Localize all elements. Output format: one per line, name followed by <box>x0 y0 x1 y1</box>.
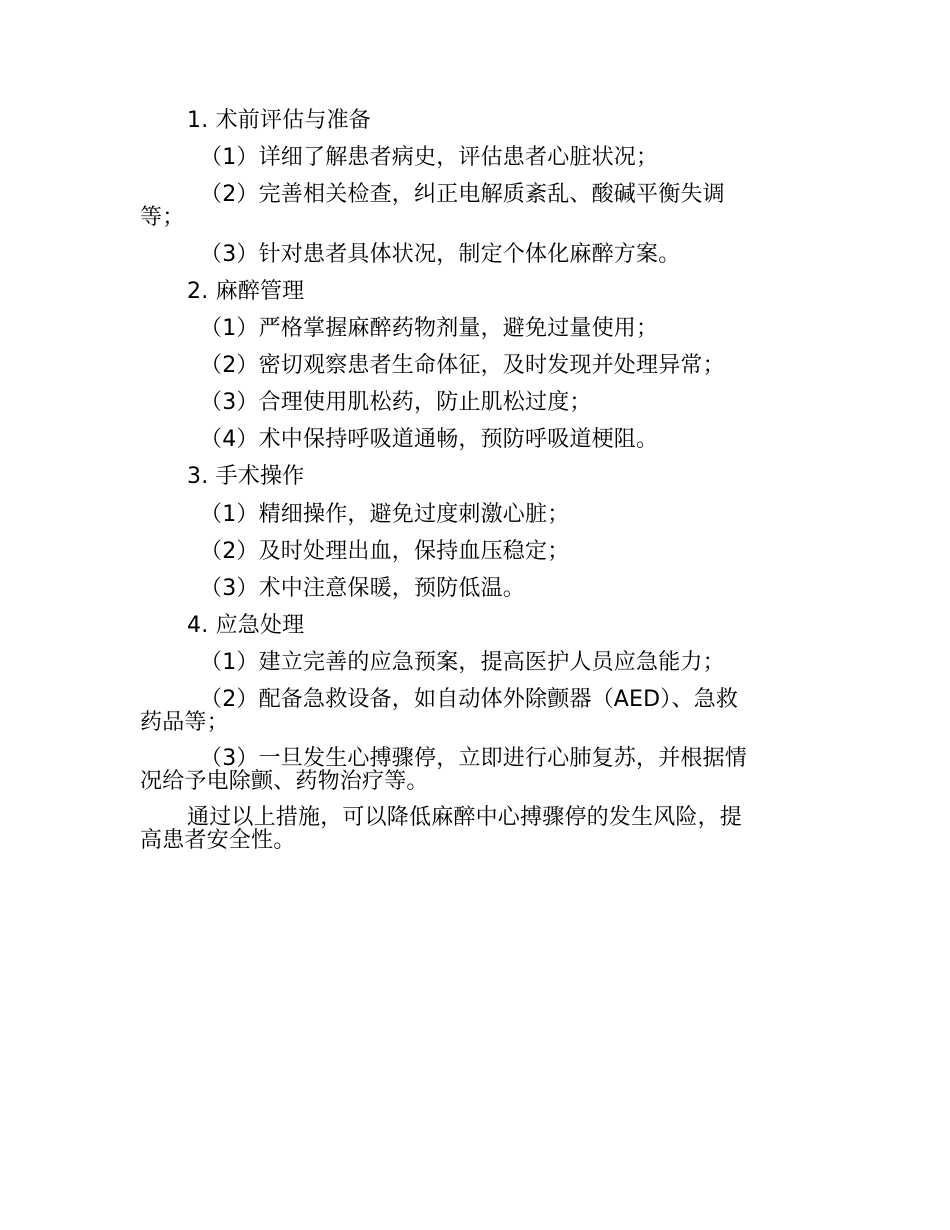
section-4-heading: 4. 应急处理 <box>187 613 305 638</box>
section-4-item-3-continued: 况给予电除颤、药物治疗等。 <box>140 769 429 794</box>
section-1-item-3: （3）针对患者具体状况，制定个体化麻醉方案。 <box>200 242 681 267</box>
section-3-heading: 3. 手术操作 <box>187 464 305 489</box>
section-2-item-3: （3）合理使用肌松药，防止肌松过度； <box>200 390 592 415</box>
section-2-item-1: （1）严格掌握麻醉药物剂量，避免过量使用； <box>200 316 659 341</box>
section-2-item-4: （4）术中保持呼吸道通畅，预防呼吸道梗阻。 <box>200 427 659 452</box>
section-1-heading: 1. 术前评估与准备 <box>187 108 371 133</box>
section-3-item-2: （2）及时处理出血，保持血压稳定； <box>200 539 570 564</box>
section-4-item-1: （1）建立完善的应急预案，提高医护人员应急能力； <box>200 650 725 675</box>
section-1-item-2-continued: 等； <box>140 205 185 230</box>
conclusion-paragraph-continued: 高患者安全性。 <box>140 828 296 853</box>
section-4-item-2-continued: 药品等； <box>140 710 229 735</box>
section-3-item-3: （3）术中注意保暖，预防低温。 <box>200 576 525 601</box>
section-1-item-1: （1）详细了解患者病史，评估患者心脏状况； <box>200 145 659 170</box>
conclusion-paragraph: 通过以上措施，可以降低麻醉中心搏骤停的发生风险，提 <box>187 805 743 830</box>
section-2-heading: 2. 麻醉管理 <box>187 279 305 304</box>
section-1-item-2: （2）完善相关检查，纠正电解质紊乱、酸碱平衡失调 <box>200 182 725 207</box>
section-2-item-2: （2）密切观察患者生命体征，及时发现并处理异常； <box>200 353 725 378</box>
section-4-item-2: （2）配备急救设备，如自动体外除颤器（AED）、急救 <box>200 687 739 712</box>
section-4-item-3: （3）一旦发生心搏骤停，立即进行心肺复苏，并根据情 <box>200 746 747 771</box>
section-3-item-1: （1）精细操作，避免过度刺激心脏； <box>200 502 570 527</box>
